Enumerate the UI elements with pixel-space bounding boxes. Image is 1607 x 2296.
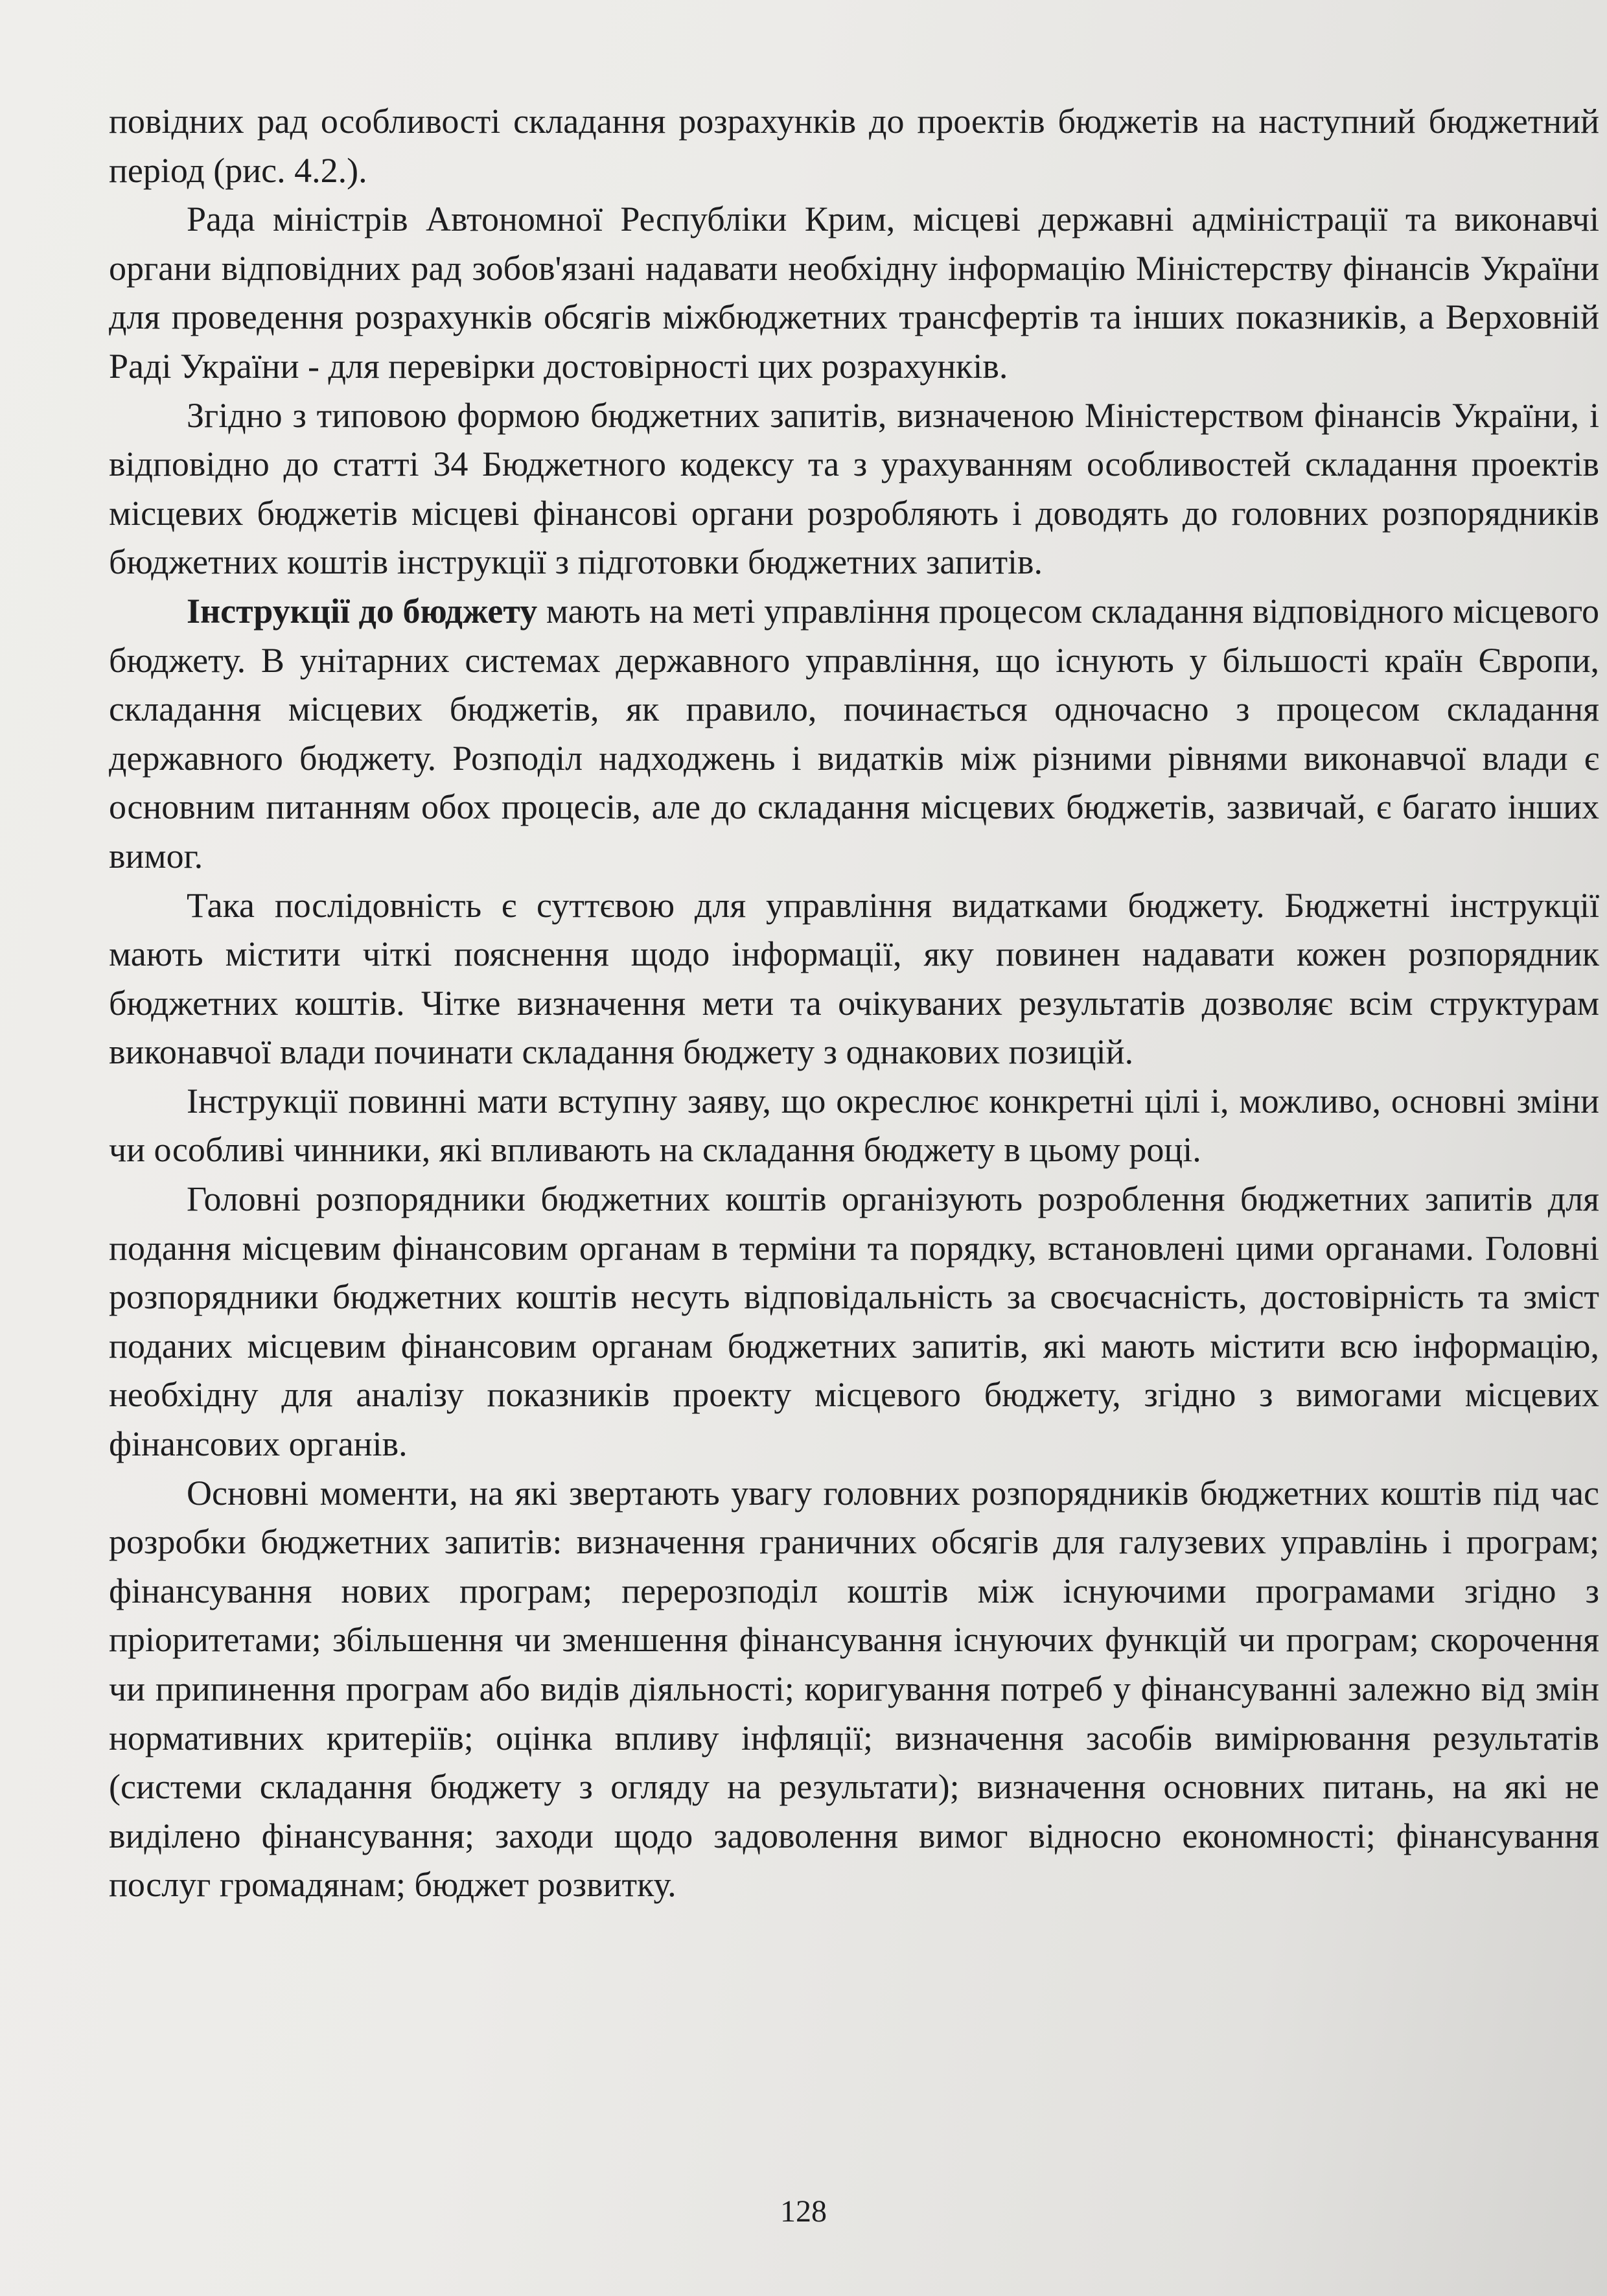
paragraph-5-text: Така послідовність є суттєвою для управління видатками бюджету. Бюджетні інструкції мають містити чіткі пояснення щодо інформації, яку повинен надавати кожен розпорядник бюджетних коштів. Чітке визначення мети та очікуваних результатів дозволяє всім структурам виконавчої влади починати складання бюджету з однакових позицій. [109,885,1599,1072]
paragraph-5 [109,881,1599,1077]
paragraph-4-text: мають на меті управління процесом складання відповідного місцевого бюджету. В унітарних системах державного управління, що існують у більшості країн Європи, складання місцевих бюджетів, як правило, починається одночасно з процесом складання державного бюджету. Розподіл надходжень і видатків між різними рівнями виконавчої влади є основним питанням обох процесів, але до складання місцевих бюджетів, зазвичай, є багато інших вимог. [109,591,1599,875]
paragraph-6-text: Інструкції повинні мати вступну заяву, що окреслює конкретні цілі і, можливо, основні зміни чи особливі чинники, які впливають на складання бюджету в цьому році. [109,1081,1599,1170]
paragraph-7-text: Головні розпорядники бюджетних коштів організують розроблення бюджетних запитів для подання місцевим фінансовим органам в терміни та порядку, встановлені цими органами. Головні розпорядники бюджетних коштів несуть відповідальність за своєчасність, достовірність та зміст поданих місцевим фінансовим органам бюджетних запитів, які мають містити всю інформацію, необхідну для аналізу показників проекту місцевого бюджету, згідно з вимогами місцевих фінансових органів. [109,1179,1599,1464]
paragraph-2 [109,195,1599,391]
paragraph-3-text: Згідно з типовою формою бюджетних запитів, визначеною Міністерством фінансів України, і відповідно до статті 34 Бюджетного кодексу та з урахуванням особливостей складання проектів місцевих бюджетів місцеві фінансові органи розробляють і доводять до головних розпорядників бюджетних коштів інструкції з підготовки бюджетних запитів. [109,395,1599,582]
paragraph-4-lead: Інструкції до бюджету [187,591,538,631]
paragraph-7 [109,1175,1599,1469]
paragraph-2-text: Рада міністрів Автономної Республіки Крим, місцеві державні адміністрації та виконавчі органи відповідних рад зобов'язані надавати необхідну інформацію Міністерству фінансів України для проведення розрахунків обсягів міжбюджетних трансфертів та інших показників, а Верховній Раді України - для перевірки достовірності цих розрахунків. [109,200,1599,386]
body-text [109,97,1599,1910]
paragraph-4 [109,587,1599,881]
paragraph-1 [109,97,1599,195]
paragraph-8 [109,1469,1599,1910]
paragraph-8-text: Основні моменти, на які звертають увагу головних розпорядників бюджетних коштів під час розробки бюджетних запитів: визначення граничних обсягів для галузевих управлінь і програм; фінансування нових програм; перерозподіл коштів між існуючими програмами згідно з пріоритетами; збільшення чи зменшення фінансування існуючих функцій чи програм; скорочення чи припинення програм або видів діяльності; коригування потреб у фінансуванні залежно від змін нормативних критеріїв; оцінка впливу інфляції; визначення засобів вимірювання результатів (системи складання бюджету з огляду на результати); визначення основних питань, на які не виділено фінансування; заходи щодо задоволення вимог відносно економності; фінансування послуг громадянам; бюджет розвитку. [109,1473,1599,1905]
paragraph-6 [109,1077,1599,1175]
paragraph-3 [109,391,1599,587]
page-number: 128 [780,2194,827,2229]
paragraph-1-text: повідних рад особливості складання розрахунків до проектів бюджетів на наступний бюджетний період (рис. 4.2.). [109,102,1599,190]
